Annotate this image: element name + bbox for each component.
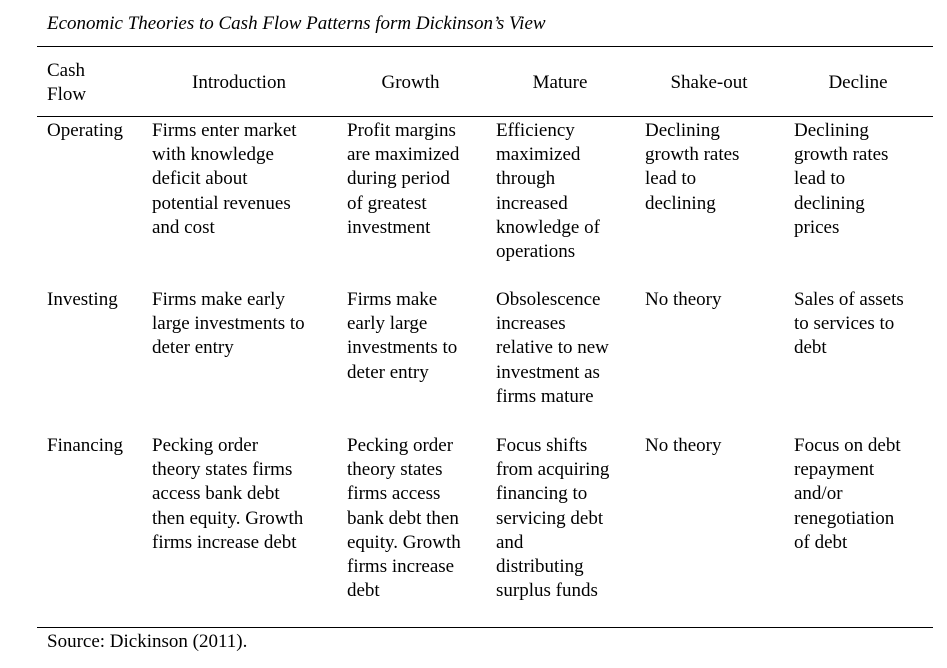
row-label-investing: Investing <box>47 289 118 310</box>
cell-line: through <box>496 168 556 190</box>
cell-line: are maximized <box>347 144 460 166</box>
cell-line: repayment <box>794 459 875 481</box>
cell-line: early large <box>347 313 428 335</box>
cell-investing-introduction <box>152 288 305 361</box>
cell-line: firms increase <box>347 556 455 578</box>
cell-operating-decline <box>794 119 888 240</box>
cell-line: operations <box>496 241 576 263</box>
cell-line: from acquiring <box>496 459 610 481</box>
cell-line: declining <box>645 192 716 214</box>
header-growth: Growth <box>381 72 440 93</box>
cell-financing-decline <box>794 434 901 555</box>
cell-line: large investments to <box>152 313 305 335</box>
cell-line: Focus shifts <box>496 435 588 456</box>
cell-line: Obsolescence <box>496 289 601 310</box>
cell-line: Declining <box>645 120 720 141</box>
cell-line: lead to <box>645 168 697 190</box>
cell-line: deter entry <box>152 337 234 359</box>
cell-line: deficit about <box>152 168 248 190</box>
cell-line: of greatest <box>347 192 427 214</box>
cell-line: Pecking order <box>152 435 259 456</box>
cell-line: investments to <box>347 337 458 359</box>
cell-line: No theory <box>645 435 722 456</box>
cell-line: Focus on debt <box>794 435 901 456</box>
cell-line: then equity. Growth <box>152 507 304 529</box>
cell-line: access bank debt <box>152 483 280 505</box>
cell-line: No theory <box>645 289 722 310</box>
header-mature: Mature <box>532 72 588 93</box>
header-rule <box>37 116 933 117</box>
cell-line: and <box>496 531 524 553</box>
cell-financing-mature <box>496 434 609 603</box>
cell-financing-growth <box>347 434 461 603</box>
cell-line: and/or <box>794 483 843 505</box>
cell-line: declining <box>794 192 865 214</box>
header-shakeout: Shake-out <box>670 72 748 93</box>
row-label-financing: Financing <box>47 435 123 456</box>
cell-line: potential revenues <box>152 192 291 214</box>
cell-line: and cost <box>152 216 215 238</box>
cell-line: during period <box>347 168 450 190</box>
cell-line: Efficiency <box>496 120 575 141</box>
cell-line: Firms enter market <box>152 120 297 141</box>
cell-line: growth rates <box>645 144 740 166</box>
cell-operating-growth <box>347 119 459 240</box>
cell-line: maximized <box>496 144 581 166</box>
cell-line: financing to <box>496 483 588 505</box>
header-cash-flow <box>47 59 86 107</box>
cell-line: theory states firms <box>152 459 293 481</box>
cell-operating-introduction <box>152 119 297 240</box>
cell-financing-shakeout <box>645 434 722 458</box>
header-decline: Decline <box>828 72 888 93</box>
cell-line: Firms make <box>347 289 438 310</box>
cell-line: theory states <box>347 459 443 481</box>
source-note: Source: Dickinson (2011). <box>47 631 248 652</box>
cell-line: to services to <box>794 313 895 335</box>
cell-line: Pecking order <box>347 435 454 456</box>
cell-line: knowledge of <box>496 216 600 238</box>
cell-line: relative to new <box>496 337 609 359</box>
cell-financing-introduction <box>152 434 303 555</box>
cell-line: lead to <box>794 168 846 190</box>
cell-line: growth rates <box>794 144 889 166</box>
cell-investing-shakeout <box>645 288 722 312</box>
cell-line: firms increase debt <box>152 531 297 553</box>
top-rule <box>37 46 933 47</box>
cell-investing-decline <box>794 288 904 361</box>
row-label-operating: Operating <box>47 120 123 141</box>
cell-line: with knowledge <box>152 144 274 166</box>
cell-line: equity. Growth <box>347 531 461 553</box>
cell-operating-mature <box>496 119 600 264</box>
cell-line: debt <box>347 580 380 602</box>
header-cash-flow-line1: Cash <box>47 60 85 81</box>
cell-line: of debt <box>794 531 848 553</box>
cell-line: Sales of assets <box>794 289 904 310</box>
cell-line: Firms make early <box>152 289 285 310</box>
cell-line: distributing <box>496 556 584 578</box>
cell-line: investment <box>347 216 431 238</box>
table-title: Economic Theories to Cash Flow Patterns form Dickinson’s View <box>47 13 546 34</box>
cell-line: surplus funds <box>496 580 598 602</box>
cell-line: increased <box>496 192 568 214</box>
cell-line: prices <box>794 216 840 238</box>
cell-line: increases <box>496 313 566 335</box>
cell-line: firms mature <box>496 385 594 407</box>
header-cash-flow-line2: Flow <box>47 84 87 105</box>
cell-investing-growth <box>347 288 457 385</box>
cell-line: deter entry <box>347 361 429 383</box>
cell-line: firms access <box>347 483 441 505</box>
cell-line: Declining <box>794 120 869 141</box>
cell-line: investment as <box>496 361 600 383</box>
cell-line: renegotiation <box>794 507 895 529</box>
cell-investing-mature <box>496 288 609 409</box>
header-introduction: Introduction <box>192 72 286 93</box>
cell-line: Profit margins <box>347 120 456 141</box>
cell-operating-shakeout <box>645 119 739 216</box>
cell-line: bank debt then <box>347 507 459 529</box>
cell-line: debt <box>794 337 827 359</box>
cell-line: servicing debt <box>496 507 604 529</box>
bottom-rule <box>37 627 933 628</box>
